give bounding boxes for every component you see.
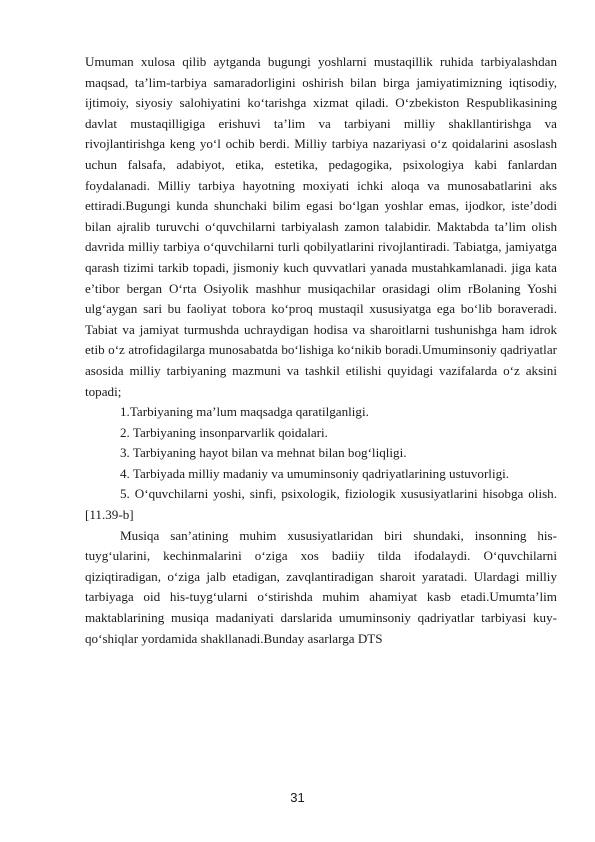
list-item-1: 1.Tarbiyaning ma’lum maqsadga qaratilganligi.: [120, 404, 369, 420]
list-item-3: 3. Tarbiyaning hayot bilan va mehnat bilan bog‘liqligi.: [120, 445, 407, 461]
closing-paragraph: Musiqa san’atining muhim xususiyatlaridan biri shundaki, insonning his-tuyg‘ularini, kechinmalarini o‘ziga xos badiiy tilda ifodalaydi. O‘quvchilarni qiziqtiradigan, o‘ziga jalb etadigan, zavqlantiradigan sharoit yaratadi. Ulardagi milliy tarbiyaga oid his-tuyg‘ularni o‘stirishda muhim ahamiyat kasb etadi.Umumta’lim maktablarining musiqa madaniyati darslarida umuminsoniy qadriyatlar tarbiyasi kuy-qo‘shiqlar yordamida shakllanadi.Bunday asarlarga DTS: [85, 527, 557, 646]
page-body: [85, 52, 557, 649]
intro-paragraph: Umuman xulosa qilib aytganda bugungi yoshlarni mustaqillik ruhida tarbiyalashdan maqsad, ta’lim-tarbiya samaradorligini oshirish bilan birga jamiyatimizning iqtisodiy, ijtimoiy, siyosiy salohiyatini ko‘tarishga xizmat qiladi. O‘zbekiston Respublikasining davlat mustaqilligiga erishuvi ta’lim va tarbiyani milliy shakllantirishga va rivojlantirishga keng yo‘l ochib berdi. Milliy tarbiya nazariyasi o‘z qoidalarini asoslash uchun falsafa, adabiyot, etika, estetika, pedagogika, psixologiya kabi fanlardan foydalanadi. Milliy tarbiya hayotning moxiyati ichki aloqa va munosabatlarini aks ettiradi.Bugungi kunda shunchaki bilim egasi bo‘lgan yoshlar emas, ijodkor, iste’dodi bilan ajralib turuvchi o‘quvchilarni tarbiyalash zamon talabidir. Maktabda ta’lim olish davrida milliy tarbiya o‘quvchilarni turli qobilyatlarini rivojlantiradi. Tabiatga, jamiyatga qarash tizimi tarkib topadi, jismoniy kuch quvvatlari yanada mustahkamlanadi. jiga kata e’tibor bergan O‘rta Osiyolik mashhur musiqachilar orasidagi olim rBolaning Yoshi ulg‘aygan sari bu faoliyat tobora ko‘proq mustaqil xususiyatga ega bo‘lib boraveradi. Tabiat va jamiyat turmushda uchraydigan hodisa va sharoitlarni tushunishga ham idrok etib o‘z atrofidagilarga munosabatda bo‘lishiga ko‘nikib boradi.Umuminsoniy qadriyatlar asosida milliy tarbiyaning mazmuni va tashkil etilishi quyidagi vazifalarda o‘z aksini topadi;: [85, 54, 557, 399]
page-number: 31: [290, 790, 305, 805]
list-item-4: 4. Tarbiyada milliy madaniy va umuminsoniy qadriyatlarining ustuvorligi.: [120, 465, 510, 481]
list-item-5: 5. O‘quvchilarni yoshi, sinfi, psixologik, fiziologik xususiyatlarini hisobga olish. [11.39-b]: [85, 486, 557, 523]
list-item-2: 2. Tarbiyaning insonparvarlik qoidalari.: [120, 424, 328, 440]
